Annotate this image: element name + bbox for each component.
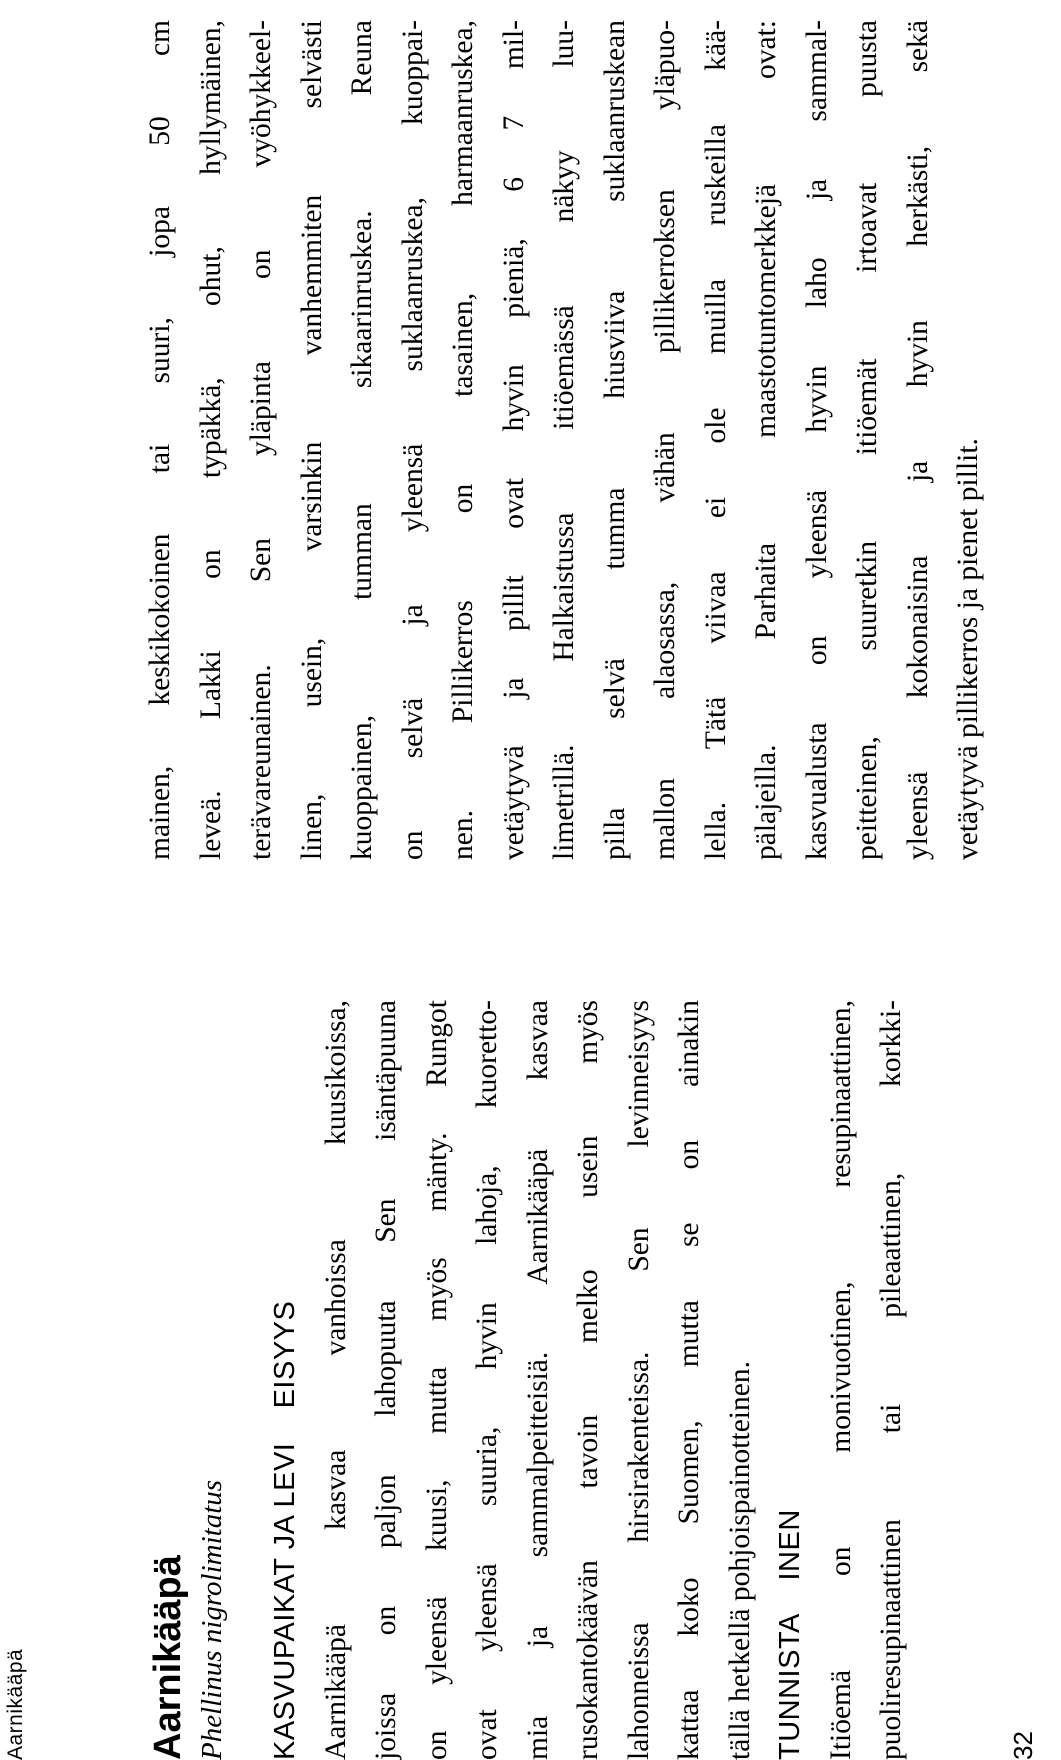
text-line: Aarnikääpä kasvaa vanhoissa kuusikoissa, xyxy=(319,1000,352,1760)
text-line: vetäytyvä pillikerros ja pienet pillit. xyxy=(952,438,984,860)
text-line: linen, usein, varsinkin vanhemmiten selvästi xyxy=(295,20,328,860)
text-line: rusokantokäävän tavoin melko usein myös xyxy=(572,1000,604,1760)
species-title: Aarnikääpä xyxy=(147,1555,189,1760)
scientific-name: Phellinus nigrolimitatus xyxy=(196,1479,228,1760)
text-line: yleensä kokonaisina ja hyvin herkästi, sekä xyxy=(901,20,934,860)
text-line: peitteinen, suuretkin itiöemät irtoavat puusta xyxy=(851,20,883,860)
text-line: terävareunainen. Sen yläpinta on vyöhykkeel- xyxy=(245,20,277,860)
text-line: leveä. Lakki on typäkkä, ohut, hyllymäinen, xyxy=(194,20,227,860)
text-line: tällä hetkellä pohjoispainotteinen. xyxy=(723,1361,756,1760)
text-line: mia ja sammalpeitteisiä. Aarnikääpä kasvaa xyxy=(521,1000,554,1760)
text-line: Itiöemä on monivuotinen, resupinaattinen, xyxy=(824,1000,857,1760)
text-line: nen. Pillikerros on tasainen, harmaanruskea, xyxy=(447,20,479,860)
text-line: mainen, keskikokoinen tai suuri, jopa 50 cm xyxy=(144,20,176,860)
text-line: joissa on paljon lahopuuta Sen isäntäpuuna xyxy=(370,1000,402,1760)
text-line: mallon alaosassa, vähän pillikerroksen yläpuo- xyxy=(649,20,681,860)
text-line: kattaa koko Suomen, mutta se on ainakin xyxy=(673,1000,705,1760)
page-number: 32 xyxy=(1008,1731,1038,1760)
text-line: pilla selvä tumma hiusviiva suklaanruskean xyxy=(598,20,631,860)
text-line: kuoppainen, tumman sikaarinruskea. Reuna xyxy=(346,20,378,860)
text-line: pälajeilla. Parhaita maastotuntomerkkejä ovat: xyxy=(750,20,782,860)
text-line: ovat yleensä suuria, hyvin lahoja, kuoretto- xyxy=(471,1000,503,1760)
text-line: on yleensä kuusi, mutta myös mänty. Rungot xyxy=(420,1000,453,1760)
text-line: vetäytyvä ja pillit ovat hyvin pieniä, 6 7 mil- xyxy=(497,20,530,860)
text-line: lahonneissa hirsirakenteissa. Sen levinneisyys xyxy=(622,1000,655,1760)
section-heading-habitat: KASVUPAIKAT JA LEVI EISYYS xyxy=(269,1300,301,1760)
running-header: Aarnikääpä xyxy=(4,1648,27,1760)
text-line: lella. Tätä viivaa ei ole muilla ruskeilla kää- xyxy=(699,20,732,860)
text-line: puoliresupinaattinen tai pileaattinen, korkki- xyxy=(875,1000,907,1760)
text-line: limetrillä. Halkaistussa itiöemässä näkyy luu- xyxy=(548,20,580,860)
identification-section xyxy=(765,1000,917,1760)
identification-continued xyxy=(135,20,994,860)
text-line: on selvä ja yleensä suklaanruskea, kuoppai- xyxy=(396,20,429,860)
text-line: kasvualusta on yleensä hyvin laho ja sammal- xyxy=(800,20,833,860)
habitat-section xyxy=(260,1000,765,1760)
section-heading-identification: TUNNISTA INEN xyxy=(774,1509,806,1760)
